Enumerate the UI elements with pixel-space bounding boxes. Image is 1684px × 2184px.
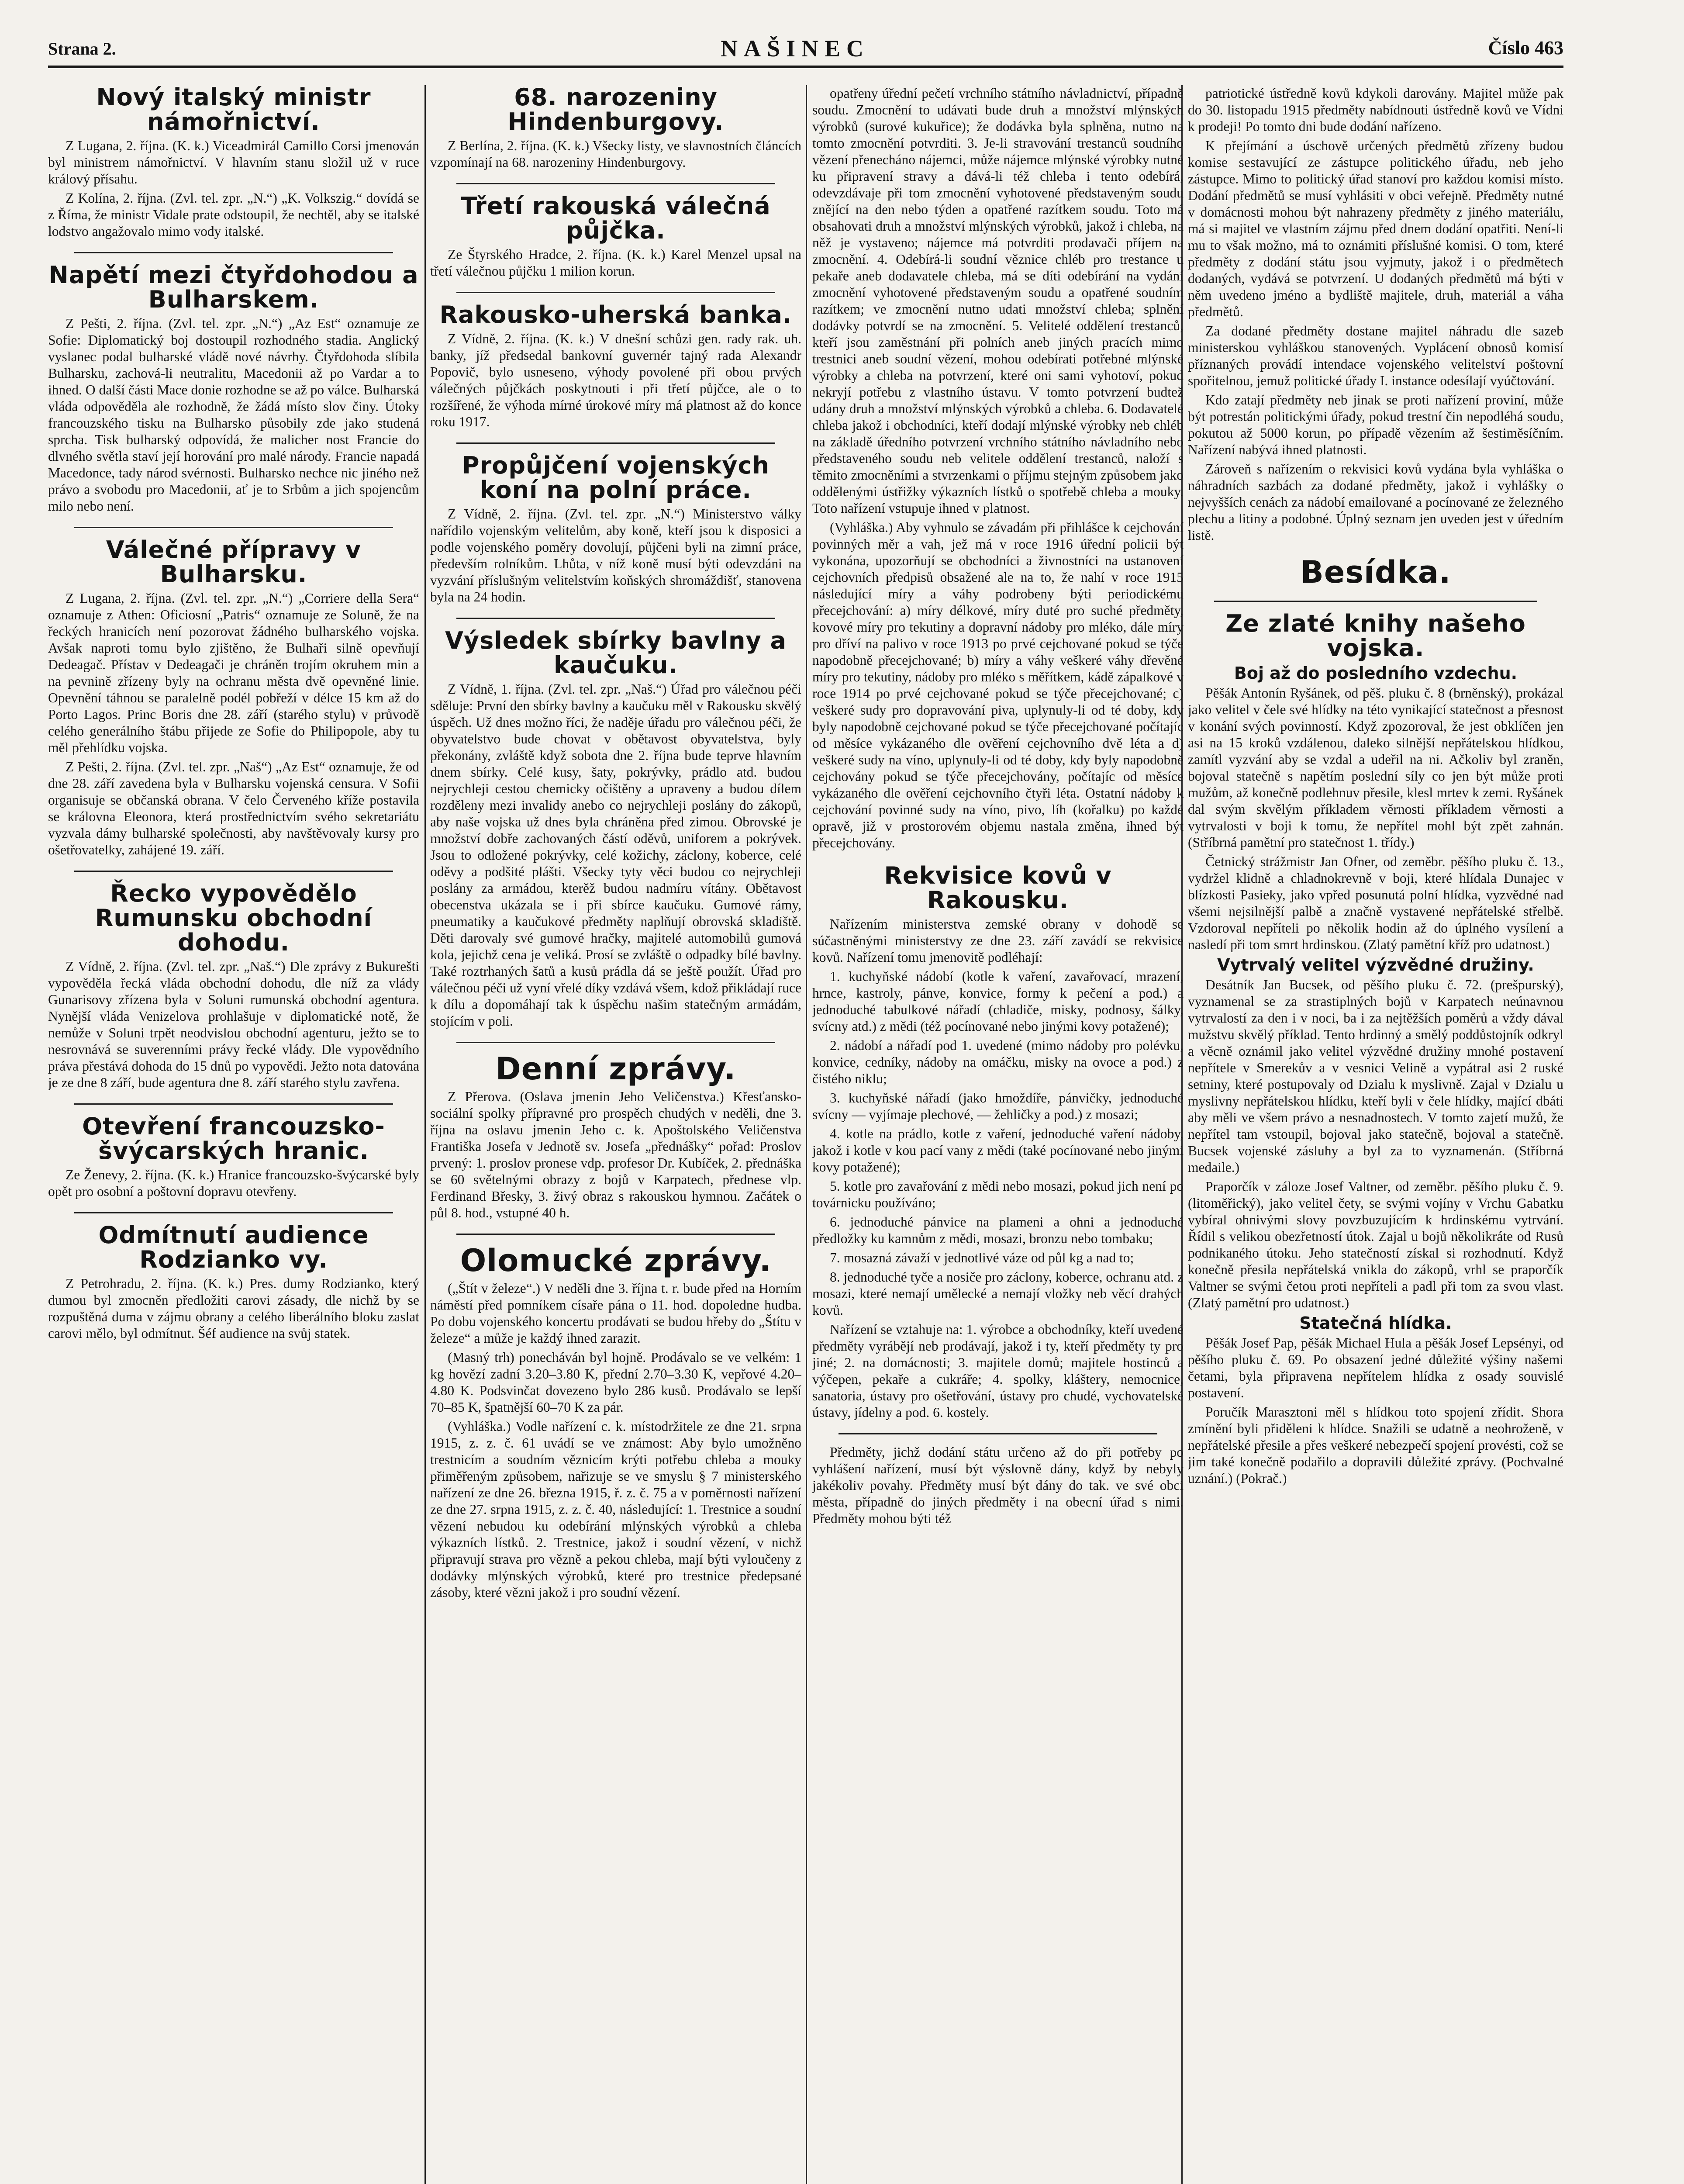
article-headline: Odmítnutí audience Rodzianko vy. [98, 1221, 369, 1273]
article [812, 85, 1184, 851]
article-paragraph: Z Vídně, 2. října. (Zvl. tel. zpr. „N.“) Ministerstvo války nařídilo vojenským velitelům, aby koně, kteří jsou k disposici a podle vojenského poměry dovolují, půjčeni byli na zimní práce, především rolníkům. Lhůta, v níž koně musí býti odevzdáni na vyzvání příslušným velitelstvím koňských shromáždišť, stanovena byla na 24 hodin. [430, 506, 801, 605]
article-paragraph: 3. kuchyňské nářadí (jako hmoždíře, pánvičky, jednoduché svícny — vyjímaje plechové, — žehličky a pod.) z mosazi; [812, 1090, 1184, 1122]
article-subheadline: Vytrvalý velitel výzvědné družiny. [1217, 955, 1534, 975]
article [812, 864, 1184, 1421]
article [48, 881, 419, 1091]
article-paragraph: (Masný trh) ponecháván byl hojně. Prodávalo se ve velkém: 1 kg hovězí zadní 3.20–3.80 K, přední 2.70–3.30 K, vepřové 4.20–4.80 K. Podsvinčat dovezeno bylo 286 kusů. Prodávalo se lepší 70–85 K, špatnější 60–70 K za pár. [430, 1350, 801, 1415]
article-paragraph: Z Petrohradu, 2. října. (K. k.) Pres. dumy Rodzianko, který dumou byl zmocněn předložiti carovi zásady, dle nichž by se rozpuštěná duma v zájmu obrany a celého liberálního bloku zaslat carovi mělo, byl odmítnut. Šéf audience na svůj statek. [48, 1276, 419, 1341]
article-paragraph: Předměty, jichž dodání státu určeno až do při potřeby po vyhlášení nařízení, musí být výslovně dány, když by nebyly jakékoliv povahy. Předměty musí být dány do tak. ve své obci města, případně do jiných předměty i na obecní úřad s nimi. Předměty mohou býti též [812, 1444, 1184, 1526]
article-paragraph: (Vyhláška.) Vodle nařízení c. k. místodržitele ze dne 21. srpna 1915, z. z. č. 61 uvádí se ve známost: Aby bylo umožněno trestnicím a soudním věznicím krýti potřebu chleba a mouky přiměřeným způsobem, nařizuje se ve smyslu § 7 ministerského nařízení ze dne 26. března 1915, ř. z. č. 75 a v poměrnosti nařízení ze dne 27. srpna 1915, z. z. č. 40, následující: 1. Trestnice a soudní vězení nebudou ku odebírání mlýnských výrobků a chleba výkazních lístků. 2. Trestnice, jakož i soudní vězení, v nichž připravují strava pro vězně a pekou chleba, mají býti vyloučeny z dodávky mlýnských výrobků, které pro trestnice předepsané zásoby, které vězni jakož i pro soudní vězení. [430, 1419, 801, 1600]
article-paragraph: Z Kolína, 2. října. (Zvl. tel. zpr. „N.“) „K. Volkszig.“ dovídá se z Říma, že ministr Vidale prate odstoupil, že nechtěl, aby se italské lodstvo angažovalo mimo vody italské. [48, 190, 419, 239]
article-divider [456, 292, 775, 293]
article-paragraph: Z Pešti, 2. října. (Zvl. tel. zpr. „N.“) „Az Est“ oznamuje ze Sofie: Diplomatický boj dostoupil rozhodného stadia. Anglický vyslanec podal bulharské vládě nové návrhy. Čtyřdohoda slíbila Bulharsku, zachová-li neutralitu, Macedonii až po Vardar a to ihned. O další části Mace donie rozhodne se až po válce. Bulharská vláda odpověděla ale rozhodně, že žádá místo slov činy. Útoky francouzského tisku na Bulharsko působily zde jako studená sprcha. Tisk bulharský odpovídá, že malicher nost Francie do dlvného světla staví její horování pro malé národy. Francie napadá Macedonce, tady národ svérnosti. Bulharsko nechce nic jiného než právo a svobodu pro Macedonii, ať je to Srbům a jich spojencům milo nebo není. [48, 316, 419, 514]
column-4 [1188, 85, 1563, 2184]
article-paragraph: („Štít v železe“.) V neděli dne 3. října t. r. bude před na Horním náměstí před pomníkem císaře pána o 11. hod. dopoledne hudba. Po dobu vojenského koncertu prodávati se budou hřeby do „Štítu v železe“ a může je každý ihned zarazit. [430, 1281, 801, 1346]
article-headline: 68. narozeniny Hindenburgovy. [507, 85, 724, 135]
page-number: Strana 2. [48, 39, 116, 59]
article [430, 1053, 801, 1221]
article-headline: Otevření francouzsko-švýcarských hranic. [82, 1113, 385, 1165]
article-paragraph: 2. nádobí a nářadí pod 1. uvedené (mimo nádoby pro polévku, konvice, cedníky, nádoby na omáčku, misky na ovoce a pod.) z čistého niklu; [812, 1038, 1184, 1086]
article-paragraph: 5. kotle pro zavařování z mědi nebo mosazi, pokud jich není po továrnicku používáno; [812, 1178, 1184, 1210]
article [430, 629, 801, 1030]
article-headline: Třetí rakouská válečná půjčka. [461, 192, 771, 244]
column-1 [48, 85, 419, 2184]
article-paragraph: Z Pešti, 2. října. (Zvl. tel. zpr. „Naš“) „Az Est“ oznamuje, že od dne 28. září zavedena byla v Bulharsku vojenská censura. V Sofii organisuje se občanská obrana. V čelo Červeného kříže postavila se královna Eleonora, která prostřednictvím svého sekretariátu vyzvala dámy bulharské společnosti, aby navštěvovaly kursy pro ošetřovatelky, zahájené 19. září. [48, 759, 419, 857]
article-paragraph: 6. jednoduché pánvice na plameni a ohni a jednoduché předložky ku kamnům z mědi, mosazi, bronzu nebo tombaku; [812, 1214, 1184, 1246]
column-3 [812, 85, 1184, 2184]
article [430, 303, 801, 430]
article-paragraph: Ze Štyrského Hradce, 2. října. (K. k.) Karel Menzel upsal na třetí válečnou půjčku 1 milion korun. [430, 247, 801, 279]
article-paragraph: Z Vídně, 2. října. (Zvl. tel. zpr. „Naš.“) Dle zprávy z Bukurešti vypověděla řecká vláda obchodní dohodu, dle níž za vlády Gunarisovy zřízena byla v Soluni rumunská obchodní agentura. Nynější vláda Venizelova prohlašuje v diplomatické notě, že nemůže v Soluni trpět neodvislou obchodní agenturu, ježto se to nesrovnává se suverenními právy řecké vlády. Dle vypovědního práva přestává dohoda do 15 dnů po vypovědi. Ježto nota datována je ze dne 8 září, bude agentura dne 8. září starého stylu zavřena. [48, 959, 419, 1090]
article-headline: Válečné přípravy v Bulharsku. [106, 536, 362, 588]
article-paragraph: Zároveň s nařízením o rekvisici kovů vydána byla vyhláška o náhradních sazbách za dodané předměty, jakož i vyhlášky o nejvyšších cenách za nádobí emailované a pocínované ze železného plechu a litiny a podobné. Úplný seznam jen uveden jest v úředním listě. [1188, 461, 1563, 543]
article-paragraph: (Vyhláška.) Aby vyhnulo se závadám při přihlášce k cejchování povinných měr a vah, jež má v roce 1916 úřední policii být vykonána, upozorňují se obchodníci a živnostníci na ustanovení cejchovních předpisů obsažené ale na to, že nahí v roce 1915 následující míry a váhy podrobeny býti periodickému přecejchování: a) míry délkové, míry duté pro suché předměty, kovové míry pro tekutiny a dopravní nádoby pro mléko, dále míry pro dříví na palivo v roce 1913 po prvé cejchované pokud se týče napodobně přecejchované; b) míry a váhy veškeré váhy dřevěné míry pro tekutiny, nádoby pro mléko s měřítkem, kádě zápalkové v roce 1914 po prvé cejchované pokud se týče přecejchované; c) veškeré sudy pro dopravování piva, uplynuly-li od té doby, kdy byly napodobně cejchované pokud se týče přecejchované počítajíc od měsíce vykázaného dle ověření cejchovního dvě léta a d) veškeré sudy na víno, uplynuly-li od té doby, kdy byly napodobně cejchovány pokud se týče přecejchovány, počítajíc od měsíce vykázaného dle ověření cejchovního čtyři léta. Ostatní nádoby k cejchování povinné sudy na víno, pivo, líh (kořalku) po každé opravě, již v prostorovém objemu nastala změna, ihned být přecejchovány. [812, 520, 1184, 850]
article [430, 194, 801, 280]
article-paragraph: 8. jednoduché tyče a nosiče pro záclony, koberce, ochranu atd. z mosazi, které nemají umělecké a nemají vložky neb věcí drahých kovů. [812, 1269, 1184, 1318]
article-headline: Denní zprávy. [495, 1051, 736, 1087]
article [48, 1114, 419, 1200]
article-headline: Nový italský ministr námořnictví. [96, 85, 371, 135]
article [430, 85, 801, 171]
article-paragraph: opatřeny úřední pečetí vrchního státního návladnictví, případně soudu. Zmocnění to udávati bude druh a množství mlýnských výrobků (surové kukuřice); že dodávka byla splněna, nutno na tomto zmocnění potvrditi. 3. Je-li stravování trestanců soudního vězení přenecháno nájemci, může nájemce mlýnské výrobky nutné ku připravení stravy a dává-li též chleba i tento odebírá, odevzdávaje při tom zmocnění vyhotovené představeným soudu znějící na den nebo týden a opatřené razítkem soudu. Toto má obsahovati druh a množství mlýnských výrobků, jakož i chleba, na něž je vystaveno; nájemce má potvrditi prodavači příjem na zmocnění. 4. Odebírá-li soudní věznice chléb pro trestance u pekaře aneb dodavatele chleba, má se díti odebírání na vydání zmocnění vyhotovené představeným soudu a opatřené soudním razítkem; ve zmocnění nutno udati množství chleba; splnění dodávky potvrdí se na zmocnění. 5. Velitelé oddělení trestanců, kteří jsou zaměstnání při polních aneb jiných pracích mimo trestnici aneb soudní vězení, mohou odebírati potřebné mlýnské výrobky a chleba na potvrzení, které oni sami vyhotoví, pokud nekryjí potřebu z vlastního ústavu. V tomto potvrzení budtež udány druh a množství mlýnských výrobků a chleba. 6. Dodavatelé chleba jakož i obchodníci, kteří dodají mlýnské výrobky neb chléb na základě úředního potvrzení vrchního státního návladního nebo představeného soudu neb velitele oddělení trestanců, naloží s těmito zmocněními a stvrzenkami o příjmu stejným způsobem jako oddělenými ústřižky výkazních lístků o spotřebě chleba a mouky. Toto nařízení vstupuje ihned v platnost. [812, 86, 1184, 516]
article-paragraph: Z Vídně, 1. října. (Zvl. tel. zpr. „Naš.“) Úřad pro válečnou péči sděluje: První den sbírky bavlny a kaučuku měl v Rakousku skvělý úspěch. Už dnes možno říci, že naděje úřadu pro válečnou péči, že obyvatelstvo bude chovat v obětavost obyvatelstva, byly překonány, zvláště když sobota dne 2. října bude teprve hlavním dnem sbírky. Celé kusy, šaty, pokrývky, prádlo atd. budou nejrychleji cestou chemicky očištěny a upraveny a budou dílem rozděleny mezi invalidy anebo co nejrychleji poslány do zákopů, aby naše vojska už dnes byla chráněna před zimou. Obrovské je množství dobře zachovaných částí oděvů, uniforem a pokrývek. Jsou to odložené pokrývky, celé kožichy, záclony, koberce, celé oděvy a podšité plášti. Všecky tyty věci budou co nejrychleji poslány za armádou, kterěž budou nadmíru vítány. Obětavost obecenstva ukázala se i při sbírce kaučuku. Gumové rámy, pneumatiky a kaučukové předměty naplňují obrovská skladiště. Děti darovaly své gumové hračky, majitelé automobilů gumová kola, jejichž cena je veliká. Prosí se zvláště o odpadky bílé bavlny. Také roztrhaných šatů a kusů prádla dá se ještě použít. Úřad pro válečnou péči už vyní vřelé díky vzdává všem, kdož přikládají ruce k dílu a dopomáhají tak k úspěchu našim statečným armádám, stojícím v poli. [430, 681, 801, 1029]
issue-number: Číslo 463 [1488, 37, 1563, 59]
article-headline: Ze zlaté knihy našeho vojska. [1225, 610, 1526, 662]
article-paragraph: Z Berlína, 2. října. (K. k.) Všecky listy, ve slavnostních článcích vzpomínají na 68. narozeniny Hindenburgovy. [430, 138, 801, 170]
article-divider [74, 1212, 393, 1213]
article-headline: Výsledek sbírky bavlny a kaučuku. [445, 627, 787, 679]
article [48, 1223, 419, 1342]
article-divider [456, 1042, 775, 1043]
article-divider [456, 618, 775, 619]
article [1188, 85, 1563, 544]
article-paragraph: 1. kuchyňské nádobí (kotle k vaření, zavařovací, mrazení, hrnce, kastroly, pánve, konvice, formy k pečení a pod.) a jednoduché tabulkové nářadí (chladiče, misky, podnosy, šálky, svícny atd.) z mědi (též pocínované nebo jinými kovy potažené); [812, 969, 1184, 1034]
article [812, 1444, 1184, 1527]
article [48, 538, 419, 858]
article-paragraph: Z Přerova. (Oslava jmenin Jeho Veličenstva.) Křesťansko-sociální spolky přípravné pro prospěch chudých v neděli, dne 3. října na oslavu jmenin Jeho c. k. Apoštolského Veličenstva Františka Josefa v Jednotě sv. Josefa „přednášky“ pořad: Proslov prvený: 1. proslov pronese vdp. profesor Dr. Kubíček, 2. přednáška se 60 světelnými obrazy z bojů v Karpatech, přednese vlp. Ferdinand Břesky, 3. živý obraz s rakouskou hymnou. Začátek o půl 8. hod., vstupné 40 h. [430, 1089, 801, 1220]
column-rule [806, 85, 807, 2184]
column-rule [424, 85, 426, 2184]
article-paragraph: Za dodané předměty dostane majitel náhradu dle sazeb ministerskou vyhláškou stanovených. Vyplácení obnosů komisí příznaných provádí intendace vojenského velitelství poštovní spořitelnou, jemuž politické úřady I. instance odesílají vyúčtování. [1188, 323, 1563, 388]
article-headline: Olomucké zprávy. [460, 1243, 772, 1279]
article-paragraph: Z Lugana, 2. října. (Zvl. tel. zpr. „N.“) „Corriere della Sera“ oznamuje z Athen: Oficiosní „Patris“ oznamuje ze Soluně, že na řeckých hranicích není pozorovat žádného bulharského vojska. Avšak naproti tomu bylo zjištěno, že Bulhaři silně opevňují Dedeagač. Přístav v Dedeagači je chráněn trojím okruhem min a na pevnině zřízeny byly na ochranu města dvě opevněné linie. Opevnění táhnou se paralelně podél pobřeží v délce 15 km až do Porto Lagos. Princ Boris dne 28. září (starého stylu) v průvodě celého generálního štábu přijede ze Sofie do Philipopole, aby tu měl přehlídku vojska. [48, 591, 419, 755]
article-headline: Řecko vypovědělo Rumunsku obchodní dohodu. [95, 880, 373, 956]
article-paragraph: Z Vídně, 2. října. (K. k.) V dnešní schůzi gen. rady rak. uh. banky, jíž předsedal bankovní guvernér tajný rada Alexandr Popovič, bylo usneseno, výhody povolené při obou prvých válečných půjčkách poskytnouti i při třetí půjčce, ale o to rozšířené, že výhoda mírné úrokové míry má platnost až do konce roku 1917. [430, 331, 801, 429]
article-divider [74, 1103, 393, 1105]
article-paragraph: Nařízením ministerstva zemské obrany v dohodě se súčastněnými ministerstvy ze dne 23. září zavádí se rekvisice kovů. Nařízení tomu jmenovitě podléhají: [812, 916, 1184, 965]
newspaper-title: NAŠINEC [721, 35, 870, 62]
article-subheadline: Boj až do posledního vzdechu. [1234, 663, 1518, 683]
article-paragraph: Praporčík v záloze Josef Valtner, od zeměbr. pěšího pluku č. 9. (litoměřický), jako velitel čety, se svými vojíny v Vrchu Gabatku vybíral ohnivými slovy povzbuzujícím k hrdinskému vytrvání. Řídil s velikou obezřetností útok. Zajal u bojů několikráte od Rusů podnikaného útoku. Jeho statečností získal si rozhodnutí. Když konečně přesila nepřátelská vnikla do zákopů, vrhl se praporčík Valtner se svými četou proti nepříteli a padl při tom za svou vlast. (Zlatý pamětní pro udatnost.) [1188, 1179, 1563, 1310]
column-2 [430, 85, 801, 2184]
article [48, 263, 419, 515]
article-paragraph: Četnický strážmistr Jan Ofner, od zeměbr. pěšího pluku č. 13., vydržel klidně a chladnokrevně v boji, které hlídala Dunajec v blízkosti Pasieky, jako vpřed posunutá polní hlídka, vyzvědné nad všemi nejsilnější palbě a značně vystavené nepřátelské střelbě. Vzdoroval nepříteli po několik hodin až do úplného vysílení a nasledí při tom smrt hrdinskou. (Zlatý pamětní kříž pro udatnost.) [1188, 854, 1563, 952]
article-paragraph: Poručík Marasztoni měl s hlídkou toto spojení zřídit. Shora zmínění byli přiděleni k hlídce. Snažili se udatně a neohroženě, v nepřátelské přesile a přes veškeré nebezpečí spojení provésti, což se jim také konečně podařilo a dopravili důležité zprávy. (Pochvalné uznání.) (Pokrač.) [1188, 1404, 1563, 1486]
article-headline: Propůjčení vojenských koní na polní práce. [462, 452, 770, 504]
article-paragraph: Pěšák Antonín Ryšánek, od pěš. pluku č. 8 (brněnský), prokázal jako velitel v čele své hlídky na této vynikající statečnost a přesnost v konání svých povinností. Když zpozoroval, že jest obklíčen jen asi na 15 kroků vzdálenou, daleko silnější nepřátelskou hlídkou, zamítl vyzvání aby se vzdal a udeřil na ni. Ačkoliv byl zraněn, bojoval statečně s napětím poslední síly co jen být může proti mužům, až konečně podlehnuv přesile, klesl mrtev k zemi. Ryšánek dal svým skvělým příkladem věrnosti příkladem věrnosti a vytrvalosti v boji k tomu, že nepřítel mohl být zpět zahnán. (Stříbrná pamětní pro statečnost 1. třídy.) [1188, 685, 1563, 850]
article-paragraph: Nařízení se vztahuje na: 1. výrobce a obchodníky, kteří uvedené předměty vyrábějí neb prodávají, jakož i ty, kteří předměty ty pro jiné; 2. na domácnosti; 3. majitele domů; majitele hostinců a výčepen, pekaře a cukráře; 4. spolky, kláštery, nemocnice, sanatoria, ústavy pro ošetřování, ústavy pro chudé, vychovatelské ústavy, jídelny a pod. 6. kostely. [812, 1322, 1184, 1420]
article [48, 85, 419, 240]
article-divider [1214, 601, 1537, 602]
article [1188, 612, 1563, 1487]
article-paragraph: Z Lugana, 2. října. (K. k.) Viceadmirál Camillo Corsi jmenován byl ministrem námořnictví. V hlavním stanu složil už v ruce králový přísahu. [48, 138, 419, 187]
article-paragraph: patriotické ústředně kovů kdykoli darovány. Majitel může pak do 30. listopadu 1915 předměty nabídnouti ústředně kovů ve Vídni k prodeji! Po tomto dni bude dodání nařízeno. [1188, 86, 1563, 134]
article-divider [456, 183, 775, 184]
article-divider [456, 442, 775, 444]
article-paragraph: Desátník Jan Bucsek, od pěšího pluku č. 72. (prešpurský), vyznamenal se za strastiplných bojů v Karpatech neúnavnou vytrvalostí za den i v noci, ba i za nejtěžších poměrů a vždy dával mužstvu skvělý příklad. Tento hrdinný a smělý poddůstojník odkryl a věcně oznámil jako velitel výzvědné družiny mnohé postavení nepřítele v Smerekův a v vesnici Velině a vypátral asi 2 ruské setniny, které postupovaly od Dzialu k myslivně. Zajal v Dzialu u myslivny nepřátelskou hlídku, kteří byli v čele hlídky, mající dbáti aby měli ve všem právo a nesnadnostech. V tomto zajetí mužů, že nepřítel tam vstoupil, bojoval jako statečně, bojoval a statečně. Bucsek vojenské zásluhy a byl za to vyznamenán. (Stříbrná medaile.) [1188, 977, 1563, 1175]
article-divider [74, 252, 393, 253]
article-headline: Rakousko-uherská banka. [439, 301, 792, 328]
article-headline: Besídka. [1300, 554, 1451, 590]
article-paragraph: Pěšák Josef Pap, pěšák Michael Hula a pěšák Josef Lepsényi, od pěšího pluku č. 69. Po obsazení jedné důležité výšiny našemi četami, byla připravena nepřítelem hlídka z osady souvislé postavení. [1188, 1335, 1563, 1400]
article-headline: Rekvisice kovů v Rakousku. [884, 862, 1112, 914]
article [1188, 556, 1563, 588]
article-paragraph: Ze Ženevy, 2. října. (K. k.) Hranice francouzsko-švýcarské byly opět pro osobní a poštovní dopravu otevřeny. [48, 1167, 419, 1199]
article-divider [456, 1234, 775, 1235]
article [430, 1244, 801, 1601]
article-divider [839, 1433, 1157, 1434]
article-paragraph: K přejímání a úschově určených předmětů zřízeny budou komise sestavující ze zástupce politického úřadu, neb jeho zástupce. Mimo to politický úřad stanoví pro každou komisi místo. Dodání předmětů se musí vyhlásiti v obci veřejně. Předměty nutné v domácnosti mohou být nahrazeny předměty z jiného materiálu, má si majitel ve vlastním zájmu před dnem dodání opatřiti. Není-li mu to však možno, má to oznámiti příslušné komisi. O tom, které předměty z dodání státu jsou vyjmuty, jakož i o předmětech dodaných, vydává se potvrzení. U dodaných předmětů má býti v něm uvedeno jméno a bydliště majitele, druh, materiál a váha předmětů. [1188, 138, 1563, 319]
masthead [48, 31, 1563, 68]
article-headline: Napětí mezi čtyřdohodou a Bulharskem. [48, 261, 419, 313]
article-paragraph: 4. kotle na prádlo, kotle z vaření, jednoduché vaření nádoby, jakož i kotle v kou pací vany z mědi (také pocínované nebo jinými kovy potažené); [812, 1126, 1184, 1175]
article-paragraph: Kdo zatají předměty neb jinak se proti nařízení proviní, může být potrestán politickými úřady, pokud trestní čin nepodléhá soudu, pokutou až 5000 korun, po případě vězením až šestiměsíčním. Nařízení nabývá ihned platnosti. [1188, 392, 1563, 457]
article-divider [74, 871, 393, 872]
article-divider [74, 527, 393, 528]
article-subheadline: Statečná hlídka. [1299, 1313, 1452, 1333]
article-paragraph: 7. mosazná závaží v jednotlivé váze od půl kg a nad to; [830, 1250, 1134, 1265]
article [430, 453, 801, 605]
